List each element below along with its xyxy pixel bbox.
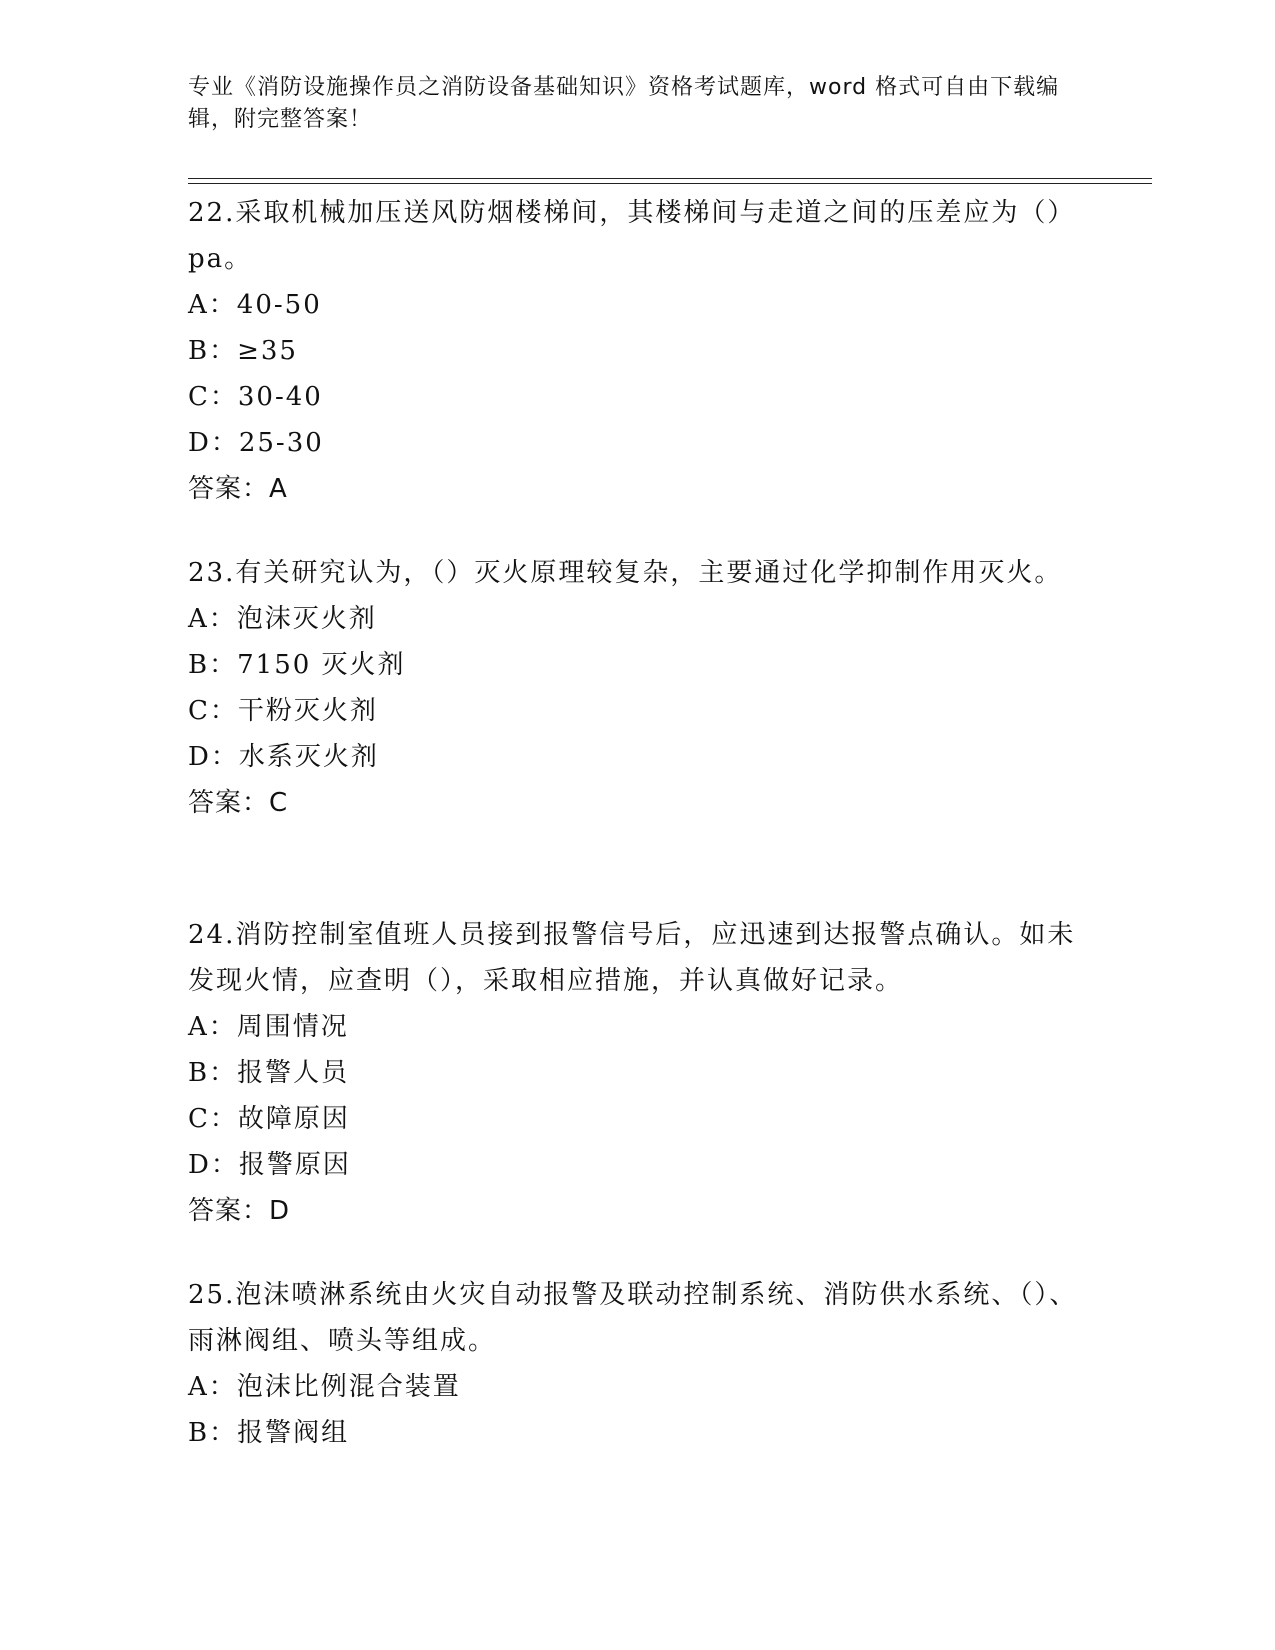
option-b: B：7150 灭火剂 — [188, 650, 406, 680]
option-c: C：故障原因 — [188, 1104, 350, 1134]
question-22 — [188, 190, 1088, 512]
option-a: A：泡沫灭火剂 — [188, 604, 377, 634]
answer: 答案：C — [188, 788, 289, 818]
option-c: C：30-40 — [188, 382, 323, 412]
option-d: D：25-30 — [188, 428, 324, 458]
option-b: B：报警阀组 — [188, 1418, 350, 1448]
question-stem: 24.消防控制室值班人员接到报警信号后，应迅速到达报警点确认。如未发现火情，应查明（），采取相应措施，并认真做好记录。 — [188, 920, 1076, 996]
question-stem: 22.采取机械加压送风防烟楼梯间，其楼梯间与走道之间的压差应为（）pa。 — [188, 198, 1076, 274]
header-divider-bottom — [188, 183, 1152, 184]
option-b: B：≥35 — [188, 336, 298, 366]
header-divider-top — [188, 178, 1152, 179]
option-d: D：水系灭火剂 — [188, 742, 379, 772]
option-a: A：泡沫比例混合装置 — [188, 1372, 461, 1402]
option-a: A：周围情况 — [188, 1012, 349, 1042]
option-c: C：干粉灭火剂 — [188, 696, 378, 726]
question-stem: 25.泡沫喷淋系统由火灾自动报警及联动控制系统、消防供水系统、（）、雨淋阀组、喷头等组成。 — [188, 1280, 1078, 1356]
question-24 — [188, 912, 1088, 1234]
option-b: B：报警人员 — [188, 1058, 350, 1088]
document-intro: 专业《消防设施操作员之消防设备基础知识》资格考试题库，word 格式可自由下载编辑，附完整答案！ — [188, 75, 1060, 132]
question-25 — [188, 1272, 1088, 1456]
option-a: A：40-50 — [188, 290, 322, 320]
option-d: D：报警原因 — [188, 1150, 351, 1180]
answer: 答案：A — [188, 474, 288, 504]
answer: 答案：D — [188, 1196, 291, 1226]
question-23 — [188, 550, 1088, 826]
question-stem: 23.有关研究认为，（）灭火原理较复杂，主要通过化学抑制作用灭火。 — [188, 558, 1063, 588]
